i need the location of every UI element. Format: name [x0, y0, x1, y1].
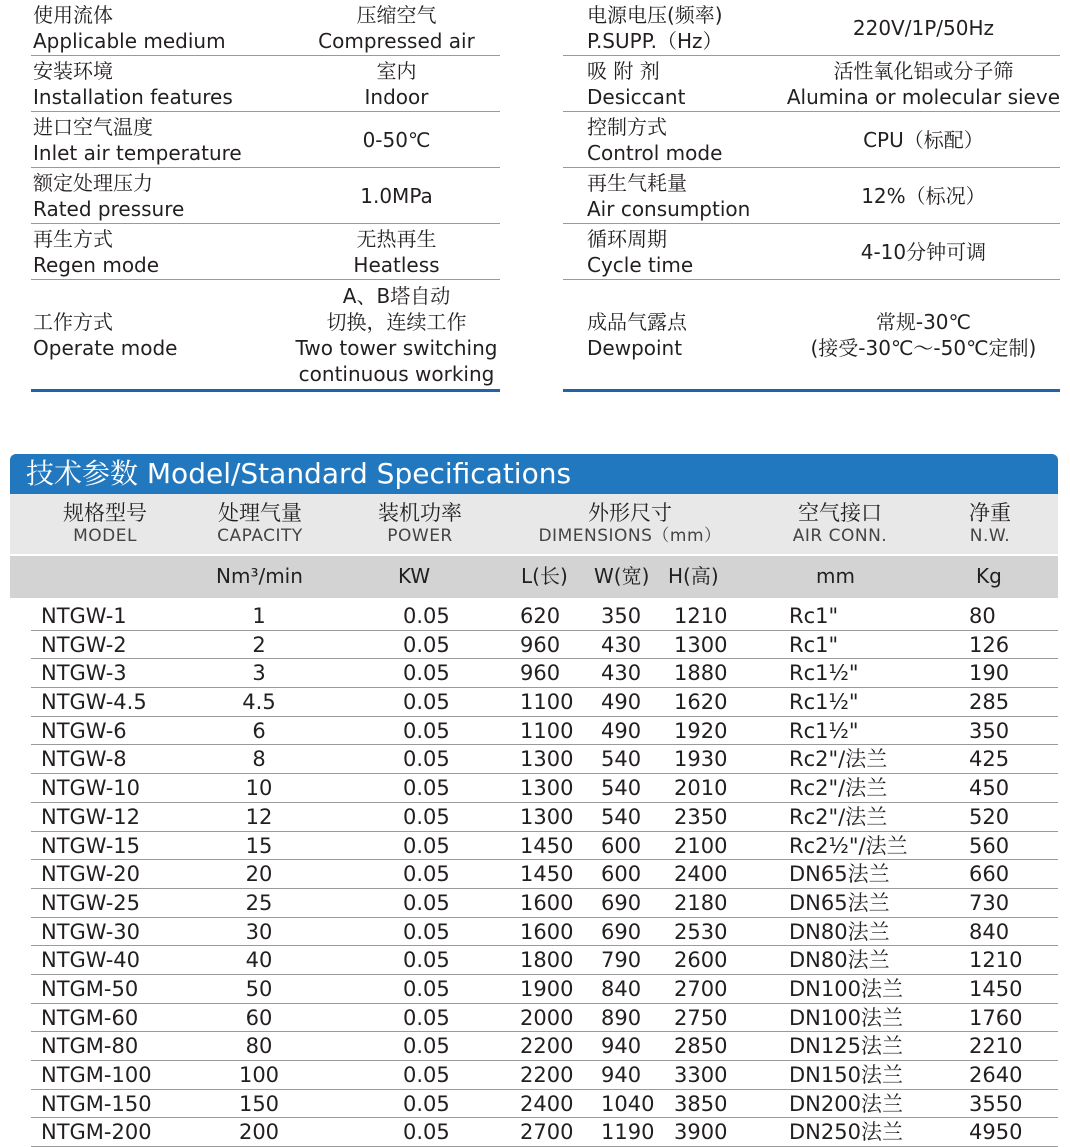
info-row — [31, 168, 500, 224]
cell-height: 1880 — [674, 661, 728, 686]
cell-length: 1600 — [520, 919, 574, 944]
info-label — [31, 168, 293, 224]
cell-air-conn: DN100法兰 — [789, 1005, 903, 1030]
header-dimensions-en: DIMENSIONS（mm） — [538, 526, 722, 546]
cell-model: NTGW-12 — [41, 804, 141, 829]
cell-air-conn: Rc1½" — [789, 661, 859, 686]
cell-height: 2400 — [674, 862, 728, 887]
table-row — [31, 1061, 1058, 1090]
cell-power: 0.05 — [403, 1063, 450, 1087]
cell-power: 0.05 — [403, 747, 450, 772]
table-row — [31, 1118, 1058, 1147]
table-row — [31, 946, 1058, 975]
info-value — [787, 280, 1060, 391]
cell-capacity: 50 — [245, 976, 273, 1001]
table-row — [31, 860, 1058, 889]
cell-model: NTGW-6 — [41, 718, 127, 743]
cell-height: 1930 — [674, 747, 728, 772]
cell-power: 0.05 — [403, 948, 450, 973]
table-row — [31, 717, 1058, 746]
cell-air-conn: DN200法兰 — [789, 1091, 903, 1116]
cell-net-weight: 840 — [969, 919, 1010, 944]
table-row — [31, 889, 1058, 918]
cell-power: 0.05 — [403, 690, 450, 715]
info-label-en: P.SUPP.（Hz） — [587, 28, 723, 53]
header-power — [365, 494, 475, 547]
cell-length: 2200 — [520, 1034, 574, 1059]
cell-air-conn: DN250法兰 — [789, 1120, 903, 1145]
header-air-conn-en: AIR CONN. — [792, 526, 888, 546]
cell-width: 1190 — [601, 1120, 655, 1145]
header-capacity-en: CAPACITY — [217, 526, 303, 546]
table-row — [31, 1004, 1058, 1033]
info-label-en: Cycle time — [587, 252, 694, 277]
info-label — [31, 56, 293, 112]
cell-capacity: 2 — [252, 632, 266, 657]
cell-power: 0.05 — [403, 632, 450, 657]
info-label-cn: 工作方式 — [33, 309, 113, 334]
info-label — [31, 112, 293, 168]
cell-width: 1040 — [601, 1091, 655, 1116]
cell-width: 690 — [601, 919, 642, 944]
cell-length: 1900 — [520, 976, 574, 1001]
info-value — [787, 0, 1060, 56]
cell-power: 0.05 — [403, 976, 450, 1001]
cell-width: 890 — [601, 1005, 642, 1030]
info-label-en: Dewpoint — [587, 335, 683, 360]
cell-height: 2530 — [674, 919, 728, 944]
info-value — [293, 112, 500, 168]
cell-power: 0.05 — [403, 919, 450, 944]
cell-length: 1100 — [520, 690, 574, 715]
cell-length: 2400 — [520, 1091, 574, 1116]
info-row — [31, 0, 500, 56]
cell-length: 1300 — [520, 747, 574, 772]
cell-width: 690 — [601, 890, 642, 915]
cell-power: 0.05 — [403, 661, 450, 686]
info-label-cn: 循环周期 — [587, 226, 667, 251]
header-net-weight — [950, 494, 1030, 547]
cell-net-weight: 190 — [969, 661, 1010, 686]
cell-capacity: 25 — [245, 890, 273, 915]
info-value-line: continuous working — [298, 361, 495, 386]
info-label-en: Control mode — [587, 140, 723, 165]
header-power-cn: 装机功率 — [378, 501, 462, 525]
cell-power: 0.05 — [403, 1005, 450, 1030]
cell-width: 540 — [601, 747, 642, 772]
cell-net-weight: 350 — [969, 718, 1010, 743]
info-value-line: 0-50℃ — [362, 127, 431, 152]
cell-net-weight: 1210 — [969, 948, 1023, 973]
info-value-line: 1.0MPa — [360, 183, 433, 208]
cell-air-conn: Rc2"/法兰 — [789, 804, 888, 829]
info-value-line: Indoor — [364, 84, 429, 109]
table-row — [31, 975, 1058, 1004]
info-row — [31, 112, 500, 168]
unit-capacity: Nm³/min — [216, 564, 303, 588]
cell-power: 0.05 — [403, 862, 450, 887]
info-label — [563, 112, 787, 168]
cell-model: NTGW-1 — [41, 604, 127, 628]
cell-capacity: 4.5 — [242, 690, 276, 715]
info-label-en: Operate mode — [33, 335, 178, 360]
cell-net-weight: 560 — [969, 833, 1010, 858]
info-label-en: Rated pressure — [33, 196, 185, 221]
cell-air-conn: DN125法兰 — [789, 1034, 903, 1059]
cell-length: 960 — [520, 661, 561, 686]
cell-width: 600 — [601, 833, 642, 858]
cell-height: 2600 — [674, 948, 728, 973]
info-table-right — [563, 0, 1060, 392]
table-row — [31, 659, 1058, 688]
info-value-line: Two tower switching — [295, 335, 498, 360]
header-model — [40, 494, 170, 547]
unit-width: W(宽) — [594, 564, 650, 588]
info-label-en: Installation features — [33, 84, 233, 109]
cell-length: 1600 — [520, 890, 574, 915]
cell-air-conn: Rc1½" — [789, 690, 859, 715]
header-net-weight-en: N.W. — [969, 526, 1011, 546]
cell-net-weight: 126 — [969, 632, 1010, 657]
cell-power: 0.05 — [403, 718, 450, 743]
info-value-line: 4-10分钟可调 — [860, 239, 987, 264]
info-label-en: Desiccant — [587, 84, 686, 109]
cell-capacity: 100 — [238, 1063, 280, 1087]
cell-capacity: 200 — [238, 1120, 280, 1145]
cell-net-weight: 1760 — [969, 1005, 1023, 1030]
info-row — [563, 280, 1060, 391]
cell-model: NTGW-2 — [41, 632, 127, 657]
cell-height: 2100 — [674, 833, 728, 858]
cell-power: 0.05 — [403, 776, 450, 801]
cell-net-weight: 450 — [969, 776, 1010, 801]
cell-width: 430 — [601, 632, 642, 657]
table-row — [31, 1032, 1058, 1061]
header-net-weight-cn: 净重 — [969, 501, 1011, 525]
info-value-line: A、B塔自动 — [342, 283, 451, 308]
cell-height: 2180 — [674, 890, 728, 915]
cell-capacity: 60 — [245, 1005, 273, 1030]
header-air-conn — [780, 494, 900, 547]
info-row — [563, 112, 1060, 168]
cell-height: 2850 — [674, 1034, 728, 1059]
info-value — [293, 168, 500, 224]
cell-model: NTGW-20 — [41, 862, 141, 887]
cell-net-weight: 285 — [969, 690, 1010, 715]
info-label-en: Regen mode — [33, 252, 160, 277]
info-value-line: CPU（标配） — [863, 127, 984, 152]
info-value-line: 活性氧化铝或分子筛 — [833, 58, 1014, 83]
cell-air-conn: DN80法兰 — [789, 948, 890, 973]
cell-net-weight: 520 — [969, 804, 1010, 829]
cell-width: 490 — [601, 690, 642, 715]
cell-air-conn: Rc1½" — [789, 718, 859, 743]
cell-capacity: 12 — [245, 804, 273, 829]
cell-height: 3850 — [674, 1091, 728, 1116]
cell-height: 2350 — [674, 804, 728, 829]
cell-air-conn: Rc2"/法兰 — [789, 776, 888, 801]
info-label-en: Applicable medium — [33, 28, 226, 53]
info-row — [31, 280, 500, 391]
cell-height: 1210 — [674, 604, 728, 628]
cell-capacity: 15 — [245, 833, 273, 858]
cell-capacity: 20 — [245, 862, 273, 887]
cell-model: NTGW-30 — [41, 919, 141, 944]
cell-width: 350 — [601, 604, 642, 628]
cell-air-conn: Rc2"/法兰 — [789, 747, 888, 772]
cell-model: NTGW-15 — [41, 833, 141, 858]
unit-length: L(长) — [521, 564, 568, 588]
cell-height: 2750 — [674, 1005, 728, 1030]
cell-capacity: 3 — [252, 661, 266, 686]
cell-model: NTGM-100 — [41, 1063, 152, 1087]
table-row — [31, 774, 1058, 803]
info-label-cn: 控制方式 — [587, 114, 667, 139]
cell-model: NTGW-10 — [41, 776, 141, 801]
cell-net-weight: 2640 — [969, 1063, 1023, 1087]
cell-length: 1450 — [520, 833, 574, 858]
header-capacity-cn: 处理气量 — [218, 501, 302, 525]
info-label-cn: 电源电压(频率) — [587, 2, 723, 27]
info-row — [563, 224, 1060, 280]
cell-width: 540 — [601, 804, 642, 829]
info-label-cn: 进口空气温度 — [33, 114, 153, 139]
info-label — [563, 56, 787, 112]
cell-model: NTGM-60 — [41, 1005, 139, 1030]
info-label — [563, 168, 787, 224]
cell-capacity: 80 — [245, 1034, 273, 1059]
info-label — [563, 224, 787, 280]
cell-width: 940 — [601, 1063, 642, 1087]
cell-air-conn: DN65法兰 — [789, 890, 890, 915]
cell-air-conn: DN150法兰 — [789, 1063, 903, 1087]
info-row — [563, 56, 1060, 112]
info-value-line: Heatless — [353, 252, 440, 277]
cell-height: 1920 — [674, 718, 728, 743]
cell-model: NTGW-25 — [41, 890, 141, 915]
unit-height: H(高) — [668, 564, 719, 588]
cell-capacity: 1 — [252, 604, 266, 628]
cell-width: 490 — [601, 718, 642, 743]
header-air-conn-cn: 空气接口 — [798, 501, 882, 525]
specs-title: 技术参数 Model/Standard Specifications — [26, 457, 572, 490]
info-value — [293, 224, 500, 280]
info-label — [31, 0, 293, 56]
info-label-cn: 吸 附 剂 — [587, 58, 660, 83]
cell-air-conn: DN80法兰 — [789, 919, 890, 944]
cell-net-weight: 4950 — [969, 1120, 1023, 1145]
cell-power: 0.05 — [403, 890, 450, 915]
cell-length: 1450 — [520, 862, 574, 887]
info-value-line: 12%（标况） — [861, 183, 986, 208]
cell-length: 1800 — [520, 948, 574, 973]
cell-width: 790 — [601, 948, 642, 973]
cell-height: 1300 — [674, 632, 728, 657]
unit-air-conn: mm — [816, 564, 855, 588]
cell-net-weight: 3550 — [969, 1091, 1023, 1116]
info-label-cn: 额定处理压力 — [33, 170, 153, 195]
table-row — [31, 602, 1058, 631]
specs-table-body — [31, 602, 1058, 1147]
cell-model: NTGM-50 — [41, 976, 139, 1001]
cell-power: 0.05 — [403, 833, 450, 858]
cell-capacity: 30 — [245, 919, 273, 944]
cell-length: 1100 — [520, 718, 574, 743]
table-row — [31, 803, 1058, 832]
info-value-line: 压缩空气 — [356, 2, 437, 27]
cell-model: NTGW-8 — [41, 747, 127, 772]
cell-capacity: 6 — [252, 718, 266, 743]
table-row — [31, 631, 1058, 660]
cell-capacity: 8 — [252, 747, 266, 772]
cell-net-weight: 425 — [969, 747, 1010, 772]
cell-model: NTGM-80 — [41, 1034, 139, 1059]
cell-capacity: 10 — [245, 776, 273, 801]
table-row — [31, 1090, 1058, 1119]
info-label-en: Inlet air temperature — [33, 140, 242, 165]
cell-length: 2700 — [520, 1120, 574, 1145]
info-table-left — [31, 0, 500, 392]
cell-length: 960 — [520, 632, 561, 657]
cell-length: 2000 — [520, 1005, 574, 1030]
cell-net-weight: 2210 — [969, 1034, 1023, 1059]
info-value — [293, 0, 500, 56]
info-value-line: Compressed air — [318, 28, 475, 53]
cell-width: 840 — [601, 976, 642, 1001]
header-capacity — [200, 494, 320, 547]
cell-air-conn: Rc1" — [789, 632, 839, 657]
info-label — [563, 280, 787, 391]
cell-height: 3300 — [674, 1063, 728, 1087]
cell-power: 0.05 — [403, 1120, 450, 1145]
header-dimensions-cn: 外形尺寸 — [588, 501, 672, 525]
info-value-line: 常规-30℃ — [875, 309, 971, 334]
unit-net-weight: Kg — [976, 564, 1002, 588]
info-label-cn: 再生方式 — [33, 226, 113, 251]
table-row — [31, 832, 1058, 861]
cell-air-conn: DN100法兰 — [789, 976, 903, 1001]
cell-net-weight: 730 — [969, 890, 1010, 915]
header-dimensions — [520, 494, 740, 547]
cell-width: 600 — [601, 862, 642, 887]
info-value-line: 无热再生 — [356, 226, 437, 251]
info-row — [31, 224, 500, 280]
cell-capacity: 40 — [245, 948, 273, 973]
info-value — [787, 112, 1060, 168]
cell-model: NTGM-150 — [41, 1091, 152, 1116]
cell-width: 940 — [601, 1034, 642, 1059]
info-label-cn: 使用流体 — [33, 2, 113, 27]
cell-power: 0.05 — [403, 604, 450, 628]
cell-length: 2200 — [520, 1063, 574, 1087]
cell-model: NTGW-3 — [41, 661, 127, 686]
cell-length: 1300 — [520, 804, 574, 829]
cell-width: 430 — [601, 661, 642, 686]
info-label-cn: 安装环境 — [33, 58, 113, 83]
info-value-line: 切换，连续工作 — [326, 309, 467, 334]
info-value-line: (接受-30℃～-50℃定制) — [810, 335, 1037, 360]
header-model-cn: 规格型号 — [63, 501, 147, 525]
specs-units-row — [10, 556, 1058, 598]
cell-power: 0.05 — [403, 1034, 450, 1059]
info-value — [787, 56, 1060, 112]
header-model-en: MODEL — [73, 526, 137, 546]
cell-air-conn: Rc2½"/法兰 — [789, 833, 908, 858]
info-label-cn: 成品气露点 — [587, 309, 687, 334]
table-row — [31, 918, 1058, 947]
cell-air-conn: DN65法兰 — [789, 862, 890, 887]
cell-net-weight: 80 — [969, 604, 996, 628]
cell-net-weight: 660 — [969, 862, 1010, 887]
cell-length: 1300 — [520, 776, 574, 801]
info-label-en: Air consumption — [587, 196, 751, 221]
cell-net-weight: 1450 — [969, 976, 1023, 1001]
specs-header-row — [10, 494, 1058, 554]
cell-power: 0.05 — [403, 804, 450, 829]
cell-width: 540 — [601, 776, 642, 801]
table-row — [31, 745, 1058, 774]
cell-power: 0.05 — [403, 1091, 450, 1116]
cell-height: 1620 — [674, 690, 728, 715]
info-value-line: 220V/1P/50Hz — [852, 15, 994, 40]
cell-capacity: 150 — [238, 1091, 280, 1116]
specs-title-banner — [10, 454, 1058, 494]
info-value-line: Alumina or molecular sieve — [786, 84, 1060, 109]
info-label — [563, 0, 787, 56]
cell-height: 2010 — [674, 776, 728, 801]
info-row — [31, 56, 500, 112]
table-row — [31, 688, 1058, 717]
info-row — [563, 168, 1060, 224]
cell-height: 3900 — [674, 1120, 728, 1145]
cell-model: NTGM-200 — [41, 1120, 152, 1145]
cell-model: NTGW-40 — [41, 948, 141, 973]
info-value — [787, 224, 1060, 280]
info-label — [31, 280, 293, 391]
info-value — [787, 168, 1060, 224]
info-value-line: 室内 — [376, 58, 417, 83]
info-label — [31, 224, 293, 280]
header-power-en: POWER — [387, 526, 453, 546]
cell-height: 2700 — [674, 976, 728, 1001]
unit-power: KW — [398, 564, 431, 588]
info-row — [563, 0, 1060, 56]
info-value — [293, 280, 500, 391]
info-label-cn: 再生气耗量 — [587, 170, 687, 195]
cell-length: 620 — [520, 604, 561, 628]
info-value — [293, 56, 500, 112]
cell-model: NTGW-4.5 — [41, 690, 147, 715]
cell-air-conn: Rc1" — [789, 604, 839, 628]
